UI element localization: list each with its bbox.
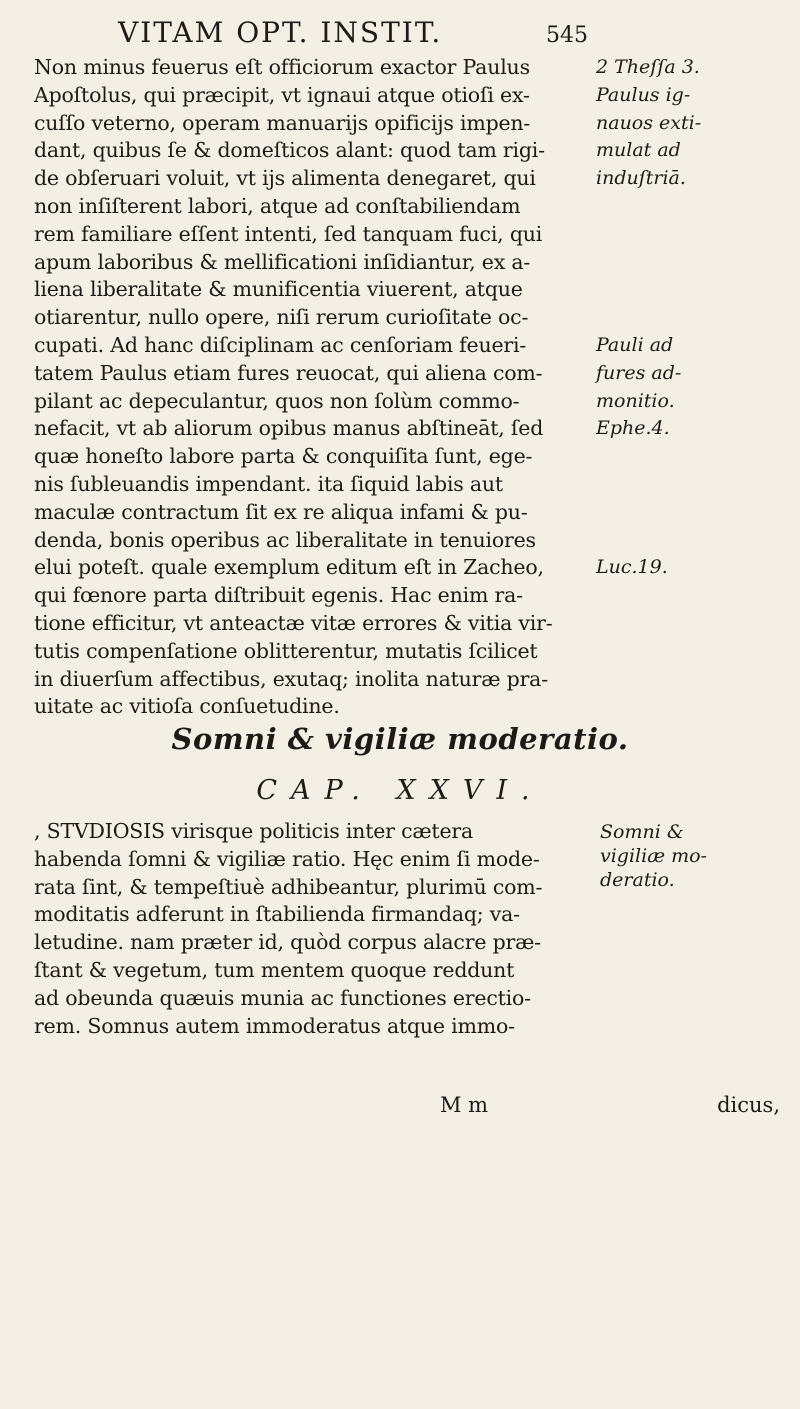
margin-note [596,443,796,471]
text-line: quæ honeſto labore parta & conquiſita ſunt, ege- [34,444,533,469]
margin-note: mulat ad [596,139,681,162]
text-line: cupati. Ad hanc diſciplinam ac cenſoriam feueri- [34,332,527,357]
text-line: denda, bonis operibus ac liberalitate in tenuiores [34,527,536,552]
margin-note: nauos exti- [596,111,702,134]
running-title: VITAM OPT. INSTIT. [118,16,443,49]
section-title: Somni & vigiliæ moderatio. [171,722,629,756]
text-line: habenda ſomni & vigiliæ ratio. Hęc enim ſi mode- [34,846,540,871]
margin-notes-section-1 [596,54,796,582]
text-line: moditatis adferunt in ſtabilienda firmandaq; va- [34,902,520,927]
text-line: in diuerſum affectibus, exutaq; inolita naturæ pra- [34,666,548,691]
margin-note: monitio. [596,389,675,412]
page-footer [440,1093,780,1117]
margin-note [596,193,796,221]
margin-note: Pauli ad [596,333,674,356]
text-line: ſtant & vegetum, tum mentem quoque reddunt [34,957,515,982]
chapter-heading: CAP. XXVI. [256,775,544,806]
text-line: elui poteſt. quale exemplum editum eſt in Zacheo, [34,555,544,580]
text-line: , STVDIOSIS virisque politicis inter cætera [34,819,474,843]
margin-note: deratio. [600,869,675,891]
margin-note [596,499,796,527]
body-text-section-2 [34,818,594,1040]
text-line: apum laboribus & mellificationi inſidiantur, ex a- [34,249,531,274]
text-line: letudine. nam præter id, quòd corpus alacre præ- [34,930,541,955]
text-line: tutis compenſatione oblitterentur, mutatis ſcilicet [34,638,538,663]
text-line: maculæ contractum ſit ex re aliqua infami & pu- [34,499,528,524]
text-line: non inſiſterent labori, atque ad conſtabiliendam [34,193,521,218]
text-line: pilant ac depeculantur, quos non ſolùm commo- [34,388,520,413]
text-line: tatem Paulus etiam fures reuocat, qui aliena com- [34,360,543,385]
margin-note: Paulus ig- [596,83,691,106]
margin-note [596,527,796,555]
text-line: Apoſtolus, qui præcipit, vt ignaui atque otioſi ex- [34,82,530,107]
margin-note: fures ad- [596,361,682,384]
text-line: nis ſubleuandis impendant. ita ſiquid labis aut [34,471,503,496]
text-line: de obſeruari voluit, vt ijs alimenta denegaret, qui [34,166,536,191]
catchword: dicus, [717,1093,780,1117]
margin-note: 2 Theſſa 3. [596,56,700,78]
margin-note: Luc.19. [596,556,668,579]
margin-note: Ephe.4. [596,417,670,440]
text-line: dant, quibus ſe & domeſticos alant: quod tam rigi- [34,138,545,163]
page-number: 545 [546,23,588,48]
margin-note: Somni & [600,821,684,843]
margin-notes-section-2 [600,820,795,892]
text-line: liena liberalitate & munificentia viuerent, atque [34,277,523,302]
signature-mark: M m [440,1093,489,1117]
margin-note [596,304,796,332]
text-line: ad obeunda quæuis munia ac functiones erectio- [34,985,531,1010]
margin-note: vigiliæ mo- [600,845,707,867]
text-line: uitate ac vitioſa conſuetudine. [34,694,340,719]
text-line: rata ſint, & tempeſtiuè adhibeantur, plurimū com- [34,874,543,899]
text-line: rem familiare eſſent intenti, ſed tanquam fuci, qui [34,221,543,246]
text-line: qui fœnore parta diſtribuit egenis. Hac enim ra- [34,583,523,608]
margin-note [596,249,796,277]
text-line: Non minus feuerus eſt officiorum exactor Paulus [34,55,530,79]
text-line: cuſſo veterno, operam manuarijs opificijs impen- [34,110,531,135]
running-header [118,16,588,49]
text-line: otiarentur, nullo opere, niſi rerum curioſitate oc- [34,305,529,330]
margin-note [596,276,796,304]
text-line: tione efficitur, vt anteactæ vitæ errores & vitia vir- [34,610,553,635]
margin-note: induſtriā. [596,167,686,190]
text-line: rem. Somnus autem immoderatus atque immo- [34,1013,515,1038]
margin-note [596,221,796,249]
text-line: nefacit, vt ab aliorum opibus manus abſtineāt, ſed [34,416,544,441]
margin-note [596,471,796,499]
body-text-section-1 [34,54,594,721]
